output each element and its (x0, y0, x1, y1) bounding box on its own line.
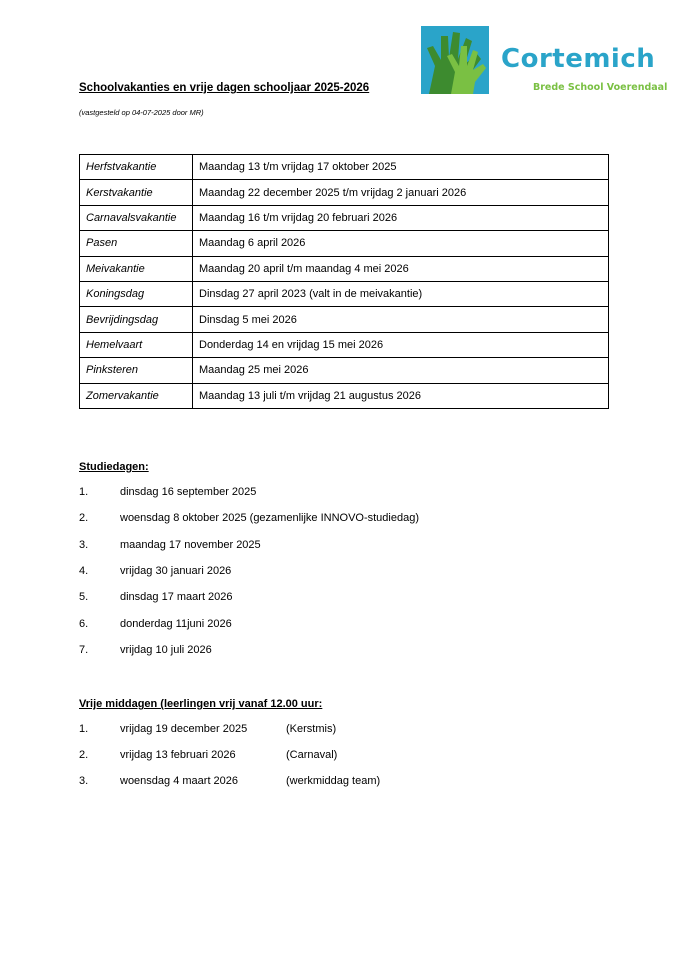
list-text: vrijdag 30 januari 2026 (120, 564, 232, 577)
list-text: dinsdag 16 september 2025 (120, 486, 257, 498)
vacation-name: Carnavalsvakantie (80, 205, 193, 230)
list-text: vrijdag 13 februari 2026 (120, 749, 236, 761)
vacation-dates: Donderdag 14 en vrijdag 15 mei 2026 (193, 332, 609, 357)
list-number: 6. (79, 617, 89, 630)
list-note: (werkmiddag team) (286, 775, 381, 787)
table-row (80, 205, 609, 230)
table-row (80, 307, 609, 332)
school-logo (421, 26, 668, 98)
vacation-dates: Maandag 13 juli t/m vrijdag 21 augustus 2026 (193, 383, 609, 408)
vacation-dates: Maandag 16 t/m vrijdag 20 februari 2026 (193, 205, 609, 230)
vrije-middagen-heading: Vrije middagen (leerlingen vrij vanaf 12.00 uur: (79, 698, 323, 710)
list-text: vrijdag 10 juli 2026 (120, 643, 212, 656)
list-text: woensdag 4 maart 2026 (120, 775, 239, 787)
hands-logo-icon (421, 26, 489, 94)
table-row (80, 383, 609, 408)
page-title: Schoolvakanties en vrije dagen schooljaar 2025-2026 (79, 82, 370, 94)
vacation-dates: Maandag 6 april 2026 (193, 231, 609, 256)
list-number: 1. (79, 723, 89, 735)
vacation-name: Koningsdag (80, 281, 193, 306)
vacation-name: Zomervakantie (80, 383, 193, 408)
vacation-name: Meivakantie (80, 256, 193, 281)
list-number: 5. (79, 591, 89, 604)
table-row (80, 281, 609, 306)
studiedagen-heading: Studiedagen: (79, 461, 149, 473)
list-number: 2. (79, 749, 89, 761)
list-number: 3. (79, 538, 89, 551)
list-text: dinsdag 17 maart 2026 (120, 591, 233, 604)
vacation-name: Pinksteren (80, 358, 193, 383)
vacation-table (79, 154, 609, 409)
vacation-dates: Dinsdag 5 mei 2026 (193, 307, 609, 332)
table-row (80, 332, 609, 357)
list-number: 1. (79, 486, 89, 498)
vacation-name: Hemelvaart (80, 332, 193, 357)
table-row (80, 358, 609, 383)
list-number: 7. (79, 643, 89, 656)
vacation-name: Herfstvakantie (80, 155, 193, 180)
list-note: (Carnaval) (286, 749, 338, 761)
list-number: 2. (79, 512, 89, 525)
list-number: 3. (79, 775, 89, 787)
vacation-dates: Maandag 13 t/m vrijdag 17 oktober 2025 (193, 155, 609, 180)
vacation-name: Kerstvakantie (80, 180, 193, 205)
list-text: maandag 17 november 2025 (120, 538, 261, 551)
vacation-name: Bevrijdingsdag (80, 307, 193, 332)
logo-tagline: Brede School Voerendaal (533, 82, 668, 93)
vacation-dates: Dinsdag 27 april 2023 (valt in de meivakantie) (193, 281, 609, 306)
table-row (80, 256, 609, 281)
vacation-name: Pasen (80, 231, 193, 256)
list-text: woensdag 8 oktober 2025 (gezamenlijke INNOVO-studiedag) (120, 512, 419, 525)
table-row (80, 180, 609, 205)
list-number: 4. (79, 564, 89, 577)
vacation-dates: Maandag 20 april t/m maandag 4 mei 2026 (193, 256, 609, 281)
logo-name: Cortemich (501, 44, 656, 74)
list-text: donderdag 11juni 2026 (120, 617, 232, 630)
list-text: vrijdag 19 december 2025 (120, 723, 248, 735)
vacation-dates: Maandag 25 mei 2026 (193, 358, 609, 383)
list-note: (Kerstmis) (286, 723, 337, 735)
table-row (80, 231, 609, 256)
vacation-dates: Maandag 22 december 2025 t/m vrijdag 2 januari 2026 (193, 180, 609, 205)
page-subtitle: (vastgesteld op 04-07-2025 door MR) (79, 108, 204, 117)
table-row (80, 155, 609, 180)
